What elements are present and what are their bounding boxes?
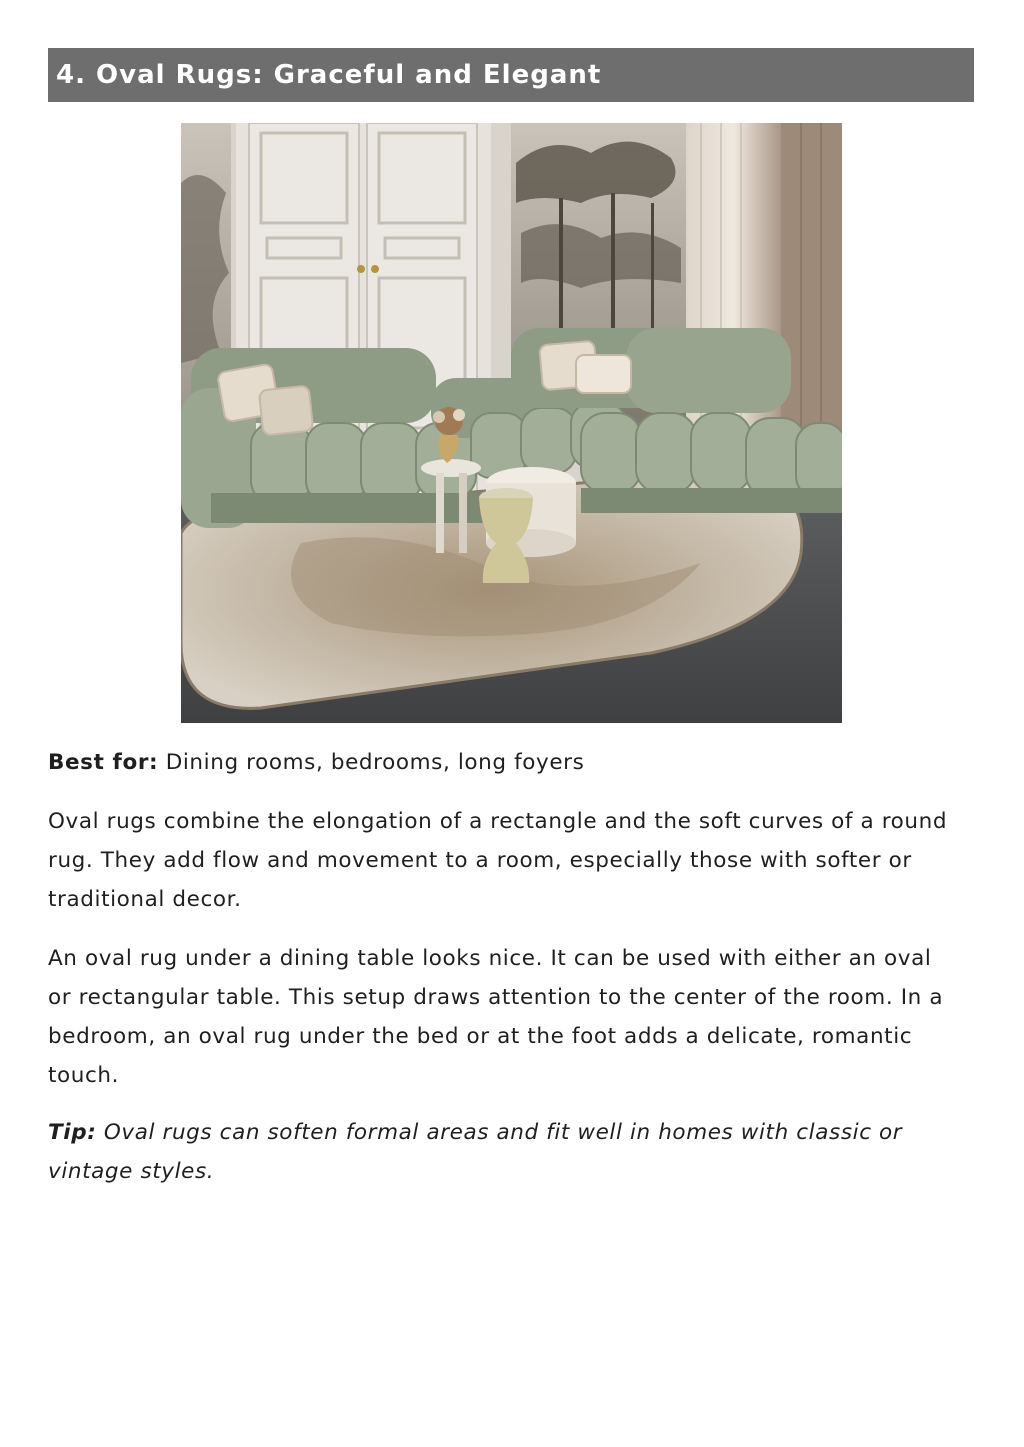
side-table-leg	[459, 473, 467, 553]
best-for-line	[48, 743, 958, 782]
door-knob	[357, 265, 365, 273]
door-knob	[371, 265, 379, 273]
section-heading-bar	[48, 48, 974, 102]
living-room-photo	[181, 123, 842, 723]
side-table-top	[421, 459, 481, 477]
best-for-label: Best for:	[48, 750, 159, 775]
tip-line	[48, 1113, 958, 1191]
tip-label: Tip:	[48, 1120, 97, 1145]
best-for-text: Dining rooms, bedrooms, long foyers	[165, 750, 585, 775]
side-table-leg	[436, 473, 444, 553]
tip-text: Oval rugs can soften formal areas and fit well in homes with classic or vintage styles.	[48, 1120, 903, 1184]
paragraph-usage: An oval rug under a dining table looks nice. It can be used with either an oval or rectangular table. This setup draws attention to the center of the room. In a bedroom, an oval rug under the bed or at the foot adds a delicate, romantic touch.	[48, 946, 944, 1088]
mural-tree-canopy	[516, 142, 676, 203]
sofa-base-right	[581, 488, 842, 513]
section-heading: 4. Oval Rugs: Graceful and Elegant	[56, 60, 602, 90]
flowers	[433, 411, 445, 423]
sofa-arm-right	[626, 328, 791, 413]
sofa-base-left	[211, 493, 501, 523]
flowers	[453, 409, 465, 421]
paragraph-intro: Oval rugs combine the elongation of a rectangle and the soft curves of a round rug. They add flow and movement to a room, especially those with softer or traditional decor.	[48, 809, 948, 912]
